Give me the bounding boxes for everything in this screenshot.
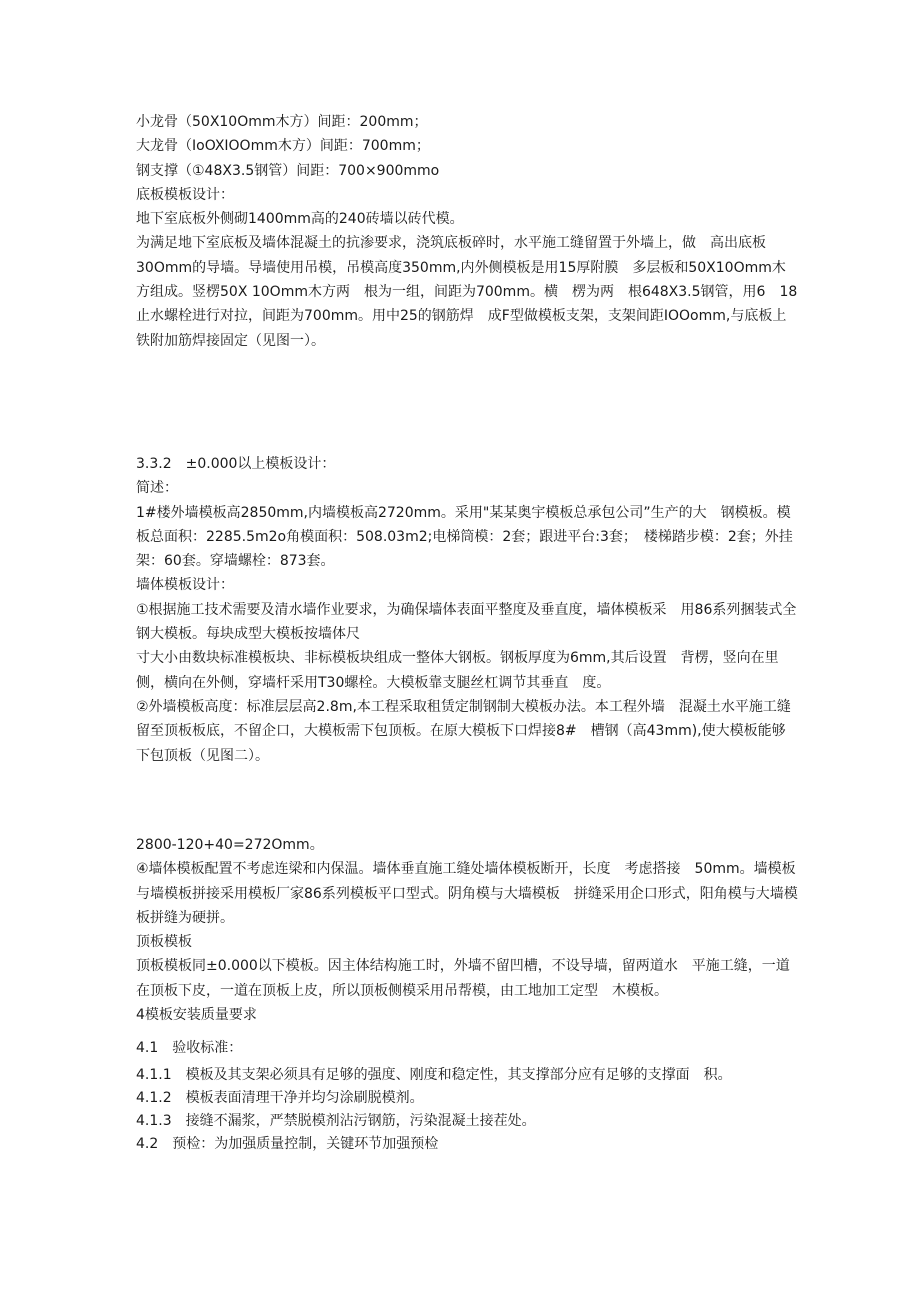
section-heading-3-3-2: 3.3.2 ±0.000以上模板设计： <box>136 456 336 472</box>
roof-formwork-heading: 顶板模板 <box>136 934 192 951</box>
steel-support-spacing: 钢支撑（①48X3.5钢管）间距：700×900mmo <box>136 162 440 179</box>
section-formwork-specs <box>136 110 798 353</box>
section-wall-config <box>136 833 798 1027</box>
paragraph-point-1: ①根据施工技术需要及清水墙作业要求，为确保墙体表面平整度及垂直度，墙体模板采 用86系列捆装式全钢大模板。每块成型大模板按墙体尺 <box>136 601 797 643</box>
heading-4-1: 4.1 验收标准： <box>136 1040 243 1056</box>
heading-4-2: 4.2 预检：为加强质量控制，关键环节加强预检 <box>136 1136 439 1152</box>
bottom-formwork-heading: 底板模板设计： <box>136 186 234 203</box>
section-heading-4: 4模板安装质量要求 <box>136 1007 257 1024</box>
paragraph-wall-heights: 1#楼外墙模板高2850mm,内墙模板高2720mm。采用"某某奥宇模板总承包公司”生产的大 钢模板。模板总面积：2285.5m2o角模面积：508.03m2;电梯筒模：2套；跟进平台:3套； 楼梯踏步模：2套；外挂架：60套。穿墙螺栓：873套。 <box>136 504 793 570</box>
height-calculation: 2800-120+40=272Omm。 <box>136 837 324 853</box>
item-4-1-2: 4.1.2 模板表面清理干净并均匀涂刷脱模剂。 <box>136 1090 424 1106</box>
paragraph-guide-wall: 为满足地下室底板及墙体混凝土的抗渗要求，浇筑底板碎时，水平施工缝留置于外墙上，做 高出底板30Omm的导墙。导墙使用吊模，吊模高度350mm,内外侧模板是用15厚附膜 多层板和50X10Omm木方组成。竖楞50X 10Omm木方两 根为一组，间距为700mm。横 楞为两 根648X3.5钢管，用6 18止水螺栓进行对拉，间距为700mm。用中25的钢筋焊 成F型做模板支架，支架间距IOOomm,与底板上铁附加筋焊接固定（见图一）。 <box>136 235 798 349</box>
item-4-1-1: 4.1.1 模板及其支架必须具有足够的强度、刚度和稳定性，其支撑部分应有足够的支撑面 积。 <box>136 1067 732 1083</box>
small-keel-spacing: 小龙骨（50X10Omm木方）间距：200mm； <box>136 114 428 130</box>
paragraph-roof-formwork: 顶板模板同±0.000以下模板。因主体结构施工时，外墙不留凹槽，不设导墙，留两道水 平施工缝，一道在顶板下皮，一道在顶板上皮，所以顶板侧模采用吊帮模，由工地加工定型 木模板。 <box>136 958 790 999</box>
paragraph-point-4: ④墙体模板配置不考虑连梁和内保温。墙体垂直施工缝处墙体模板断开，长度 考虑搭接 50mm。墙模板与墙模板拼接采用模板厂家86系列模板平口型式。阴角模与大墙模板 拼缝采用企口形式，阳角模与大墙模板拼缝为硬拼。 <box>136 861 798 926</box>
wall-formwork-heading: 墙体模板设计： <box>136 577 234 594</box>
large-keel-spacing: 大龙骨（IoOXIOOmm木方）间距：700mm； <box>136 138 430 155</box>
item-4-1-3: 4.1.3 接缝不漏浆，严禁脱模剂沾污钢筋，污染混凝土接茬处。 <box>136 1113 536 1129</box>
paragraph-point-1-cont: 寸大小由数块标准模板块、非标模板块组成一整体大钢板。钢板厚度为6mm,其后设置 背楞，竖向在里侧，横向在外侧，穿墙杆采用T30螺栓。大模板靠支腿丝杠调节其垂直 度。 <box>136 650 779 691</box>
paragraph-point-2: ②外墙模板高度：标准层层高2.8m,本工程采取租赁定制钢制大模板办法。本工程外墙 混凝土水平施工缝留至顶板板底，不留企口，大模板需下包顶板。在原大模板下口焊接8# 槽钢（高43mm),使大模板能够下包顶板（见图二）。 <box>136 698 791 764</box>
paragraph-brick-wall: 地下室底板外侧砌1400mm高的240砖墙以砖代模。 <box>136 211 464 228</box>
section-acceptance-standards <box>136 1037 798 1156</box>
section-above-zero-formwork <box>136 452 798 768</box>
summary-label: 简述： <box>136 480 178 497</box>
